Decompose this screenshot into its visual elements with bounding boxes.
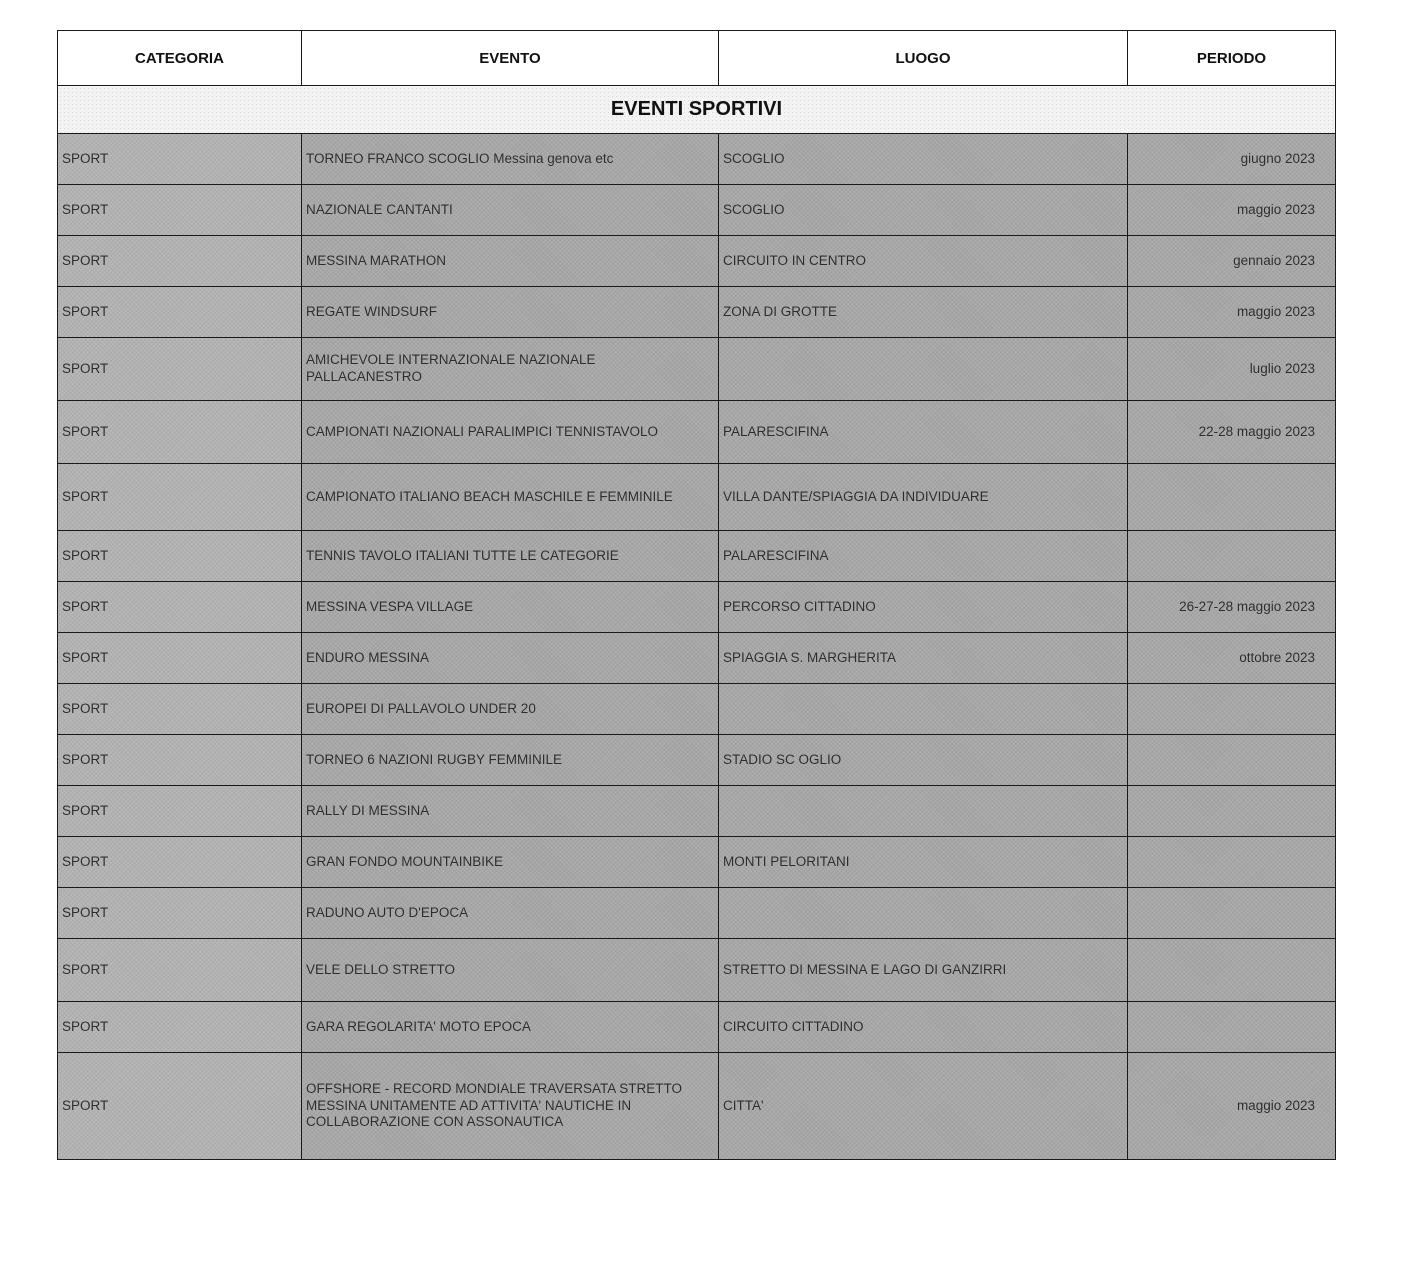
cell-luogo <box>719 338 1128 401</box>
cell-periodo: ottobre 2023 <box>1128 633 1336 684</box>
cell-evento: MESSINA MARATHON <box>302 236 719 287</box>
cell-luogo: MONTI PELORITANI <box>719 837 1128 888</box>
header-periodo: PERIODO <box>1128 31 1336 86</box>
cell-luogo <box>719 684 1128 735</box>
cell-luogo: STADIO SC OGLIO <box>719 735 1128 786</box>
header-evento: EVENTO <box>302 31 719 86</box>
header-categoria: CATEGORIA <box>58 31 302 86</box>
cell-periodo: maggio 2023 <box>1128 1053 1336 1160</box>
cell-categoria: SPORT <box>58 684 302 735</box>
cell-luogo <box>719 888 1128 939</box>
cell-categoria: SPORT <box>58 185 302 236</box>
cell-evento: GRAN FONDO MOUNTAINBIKE <box>302 837 719 888</box>
table-row <box>58 939 1336 1002</box>
cell-categoria: SPORT <box>58 582 302 633</box>
cell-evento: CAMPIONATO ITALIANO BEACH MASCHILE E FEMMINILE <box>302 464 719 531</box>
cell-periodo: 26-27-28 maggio 2023 <box>1128 582 1336 633</box>
cell-luogo: STRETTO DI MESSINA E LAGO DI GANZIRRI <box>719 939 1128 1002</box>
cell-categoria: SPORT <box>58 735 302 786</box>
cell-evento: TORNEO 6 NAZIONI RUGBY FEMMINILE <box>302 735 719 786</box>
cell-luogo: PERCORSO CITTADINO <box>719 582 1128 633</box>
cell-evento: REGATE WINDSURF <box>302 287 719 338</box>
cell-evento: NAZIONALE CANTANTI <box>302 185 719 236</box>
cell-categoria: SPORT <box>58 338 302 401</box>
table-row <box>58 888 1336 939</box>
section-title: EVENTI SPORTIVI <box>58 86 1336 134</box>
table-row <box>58 684 1336 735</box>
cell-categoria: SPORT <box>58 786 302 837</box>
cell-categoria: SPORT <box>58 134 302 185</box>
cell-categoria: SPORT <box>58 464 302 531</box>
table-row <box>58 1053 1336 1160</box>
events-table <box>57 30 1336 1160</box>
cell-categoria: SPORT <box>58 401 302 464</box>
table-row <box>58 1002 1336 1053</box>
cell-categoria: SPORT <box>58 531 302 582</box>
cell-periodo <box>1128 837 1336 888</box>
cell-evento: CAMPIONATI NAZIONALI PARALIMPICI TENNISTAVOLO <box>302 401 719 464</box>
cell-evento: ENDURO MESSINA <box>302 633 719 684</box>
table-row <box>58 837 1336 888</box>
cell-evento: OFFSHORE - RECORD MONDIALE TRAVERSATA STRETTO MESSINA UNITAMENTE AD ATTIVITA' NAUTICHE IN COLLABORAZIONE CON ASSONAUTICA <box>302 1053 719 1160</box>
cell-luogo: SCOGLIO <box>719 134 1128 185</box>
cell-categoria: SPORT <box>58 837 302 888</box>
cell-periodo: gennaio 2023 <box>1128 236 1336 287</box>
section-row <box>58 86 1336 134</box>
cell-periodo <box>1128 888 1336 939</box>
cell-evento: AMICHEVOLE INTERNAZIONALE NAZIONALE PALLACANESTRO <box>302 338 719 401</box>
cell-evento: RALLY DI MESSINA <box>302 786 719 837</box>
header-row <box>58 31 1336 86</box>
cell-luogo: CITTA' <box>719 1053 1128 1160</box>
cell-luogo: PALARESCIFINA <box>719 531 1128 582</box>
cell-periodo: luglio 2023 <box>1128 338 1336 401</box>
cell-luogo: SCOGLIO <box>719 185 1128 236</box>
table-row <box>58 531 1336 582</box>
cell-periodo <box>1128 939 1336 1002</box>
cell-luogo <box>719 786 1128 837</box>
cell-evento: EUROPEI DI PALLAVOLO UNDER 20 <box>302 684 719 735</box>
cell-categoria: SPORT <box>58 287 302 338</box>
table-row <box>58 338 1336 401</box>
cell-luogo: VILLA DANTE/SPIAGGIA DA INDIVIDUARE <box>719 464 1128 531</box>
cell-periodo <box>1128 684 1336 735</box>
cell-periodo <box>1128 531 1336 582</box>
cell-evento: GARA REGOLARITA' MOTO EPOCA <box>302 1002 719 1053</box>
cell-categoria: SPORT <box>58 236 302 287</box>
cell-categoria: SPORT <box>58 1002 302 1053</box>
cell-luogo: ZONA DI GROTTE <box>719 287 1128 338</box>
cell-categoria: SPORT <box>58 1053 302 1160</box>
table-row <box>58 236 1336 287</box>
cell-periodo <box>1128 464 1336 531</box>
cell-luogo: CIRCUITO IN CENTRO <box>719 236 1128 287</box>
table-row <box>58 786 1336 837</box>
table-row <box>58 582 1336 633</box>
table-row <box>58 401 1336 464</box>
cell-periodo: maggio 2023 <box>1128 185 1336 236</box>
cell-luogo: CIRCUITO CITTADINO <box>719 1002 1128 1053</box>
cell-evento: TORNEO FRANCO SCOGLIO Messina genova etc <box>302 134 719 185</box>
cell-evento: VELE DELLO STRETTO <box>302 939 719 1002</box>
table-row <box>58 134 1336 185</box>
cell-luogo: SPIAGGIA S. MARGHERITA <box>719 633 1128 684</box>
table-row <box>58 633 1336 684</box>
table-row <box>58 464 1336 531</box>
cell-periodo <box>1128 735 1336 786</box>
cell-evento: MESSINA VESPA VILLAGE <box>302 582 719 633</box>
cell-categoria: SPORT <box>58 633 302 684</box>
cell-periodo: giugno 2023 <box>1128 134 1336 185</box>
cell-evento: TENNIS TAVOLO ITALIANI TUTTE LE CATEGORIE <box>302 531 719 582</box>
cell-periodo <box>1128 1002 1336 1053</box>
cell-periodo <box>1128 786 1336 837</box>
cell-periodo: 22-28 maggio 2023 <box>1128 401 1336 464</box>
cell-luogo: PALARESCIFINA <box>719 401 1128 464</box>
table-row <box>58 185 1336 236</box>
header-luogo: LUOGO <box>719 31 1128 86</box>
cell-evento: RADUNO AUTO D'EPOCA <box>302 888 719 939</box>
cell-categoria: SPORT <box>58 888 302 939</box>
table-row <box>58 735 1336 786</box>
cell-periodo: maggio 2023 <box>1128 287 1336 338</box>
table-row <box>58 287 1336 338</box>
cell-categoria: SPORT <box>58 939 302 1002</box>
